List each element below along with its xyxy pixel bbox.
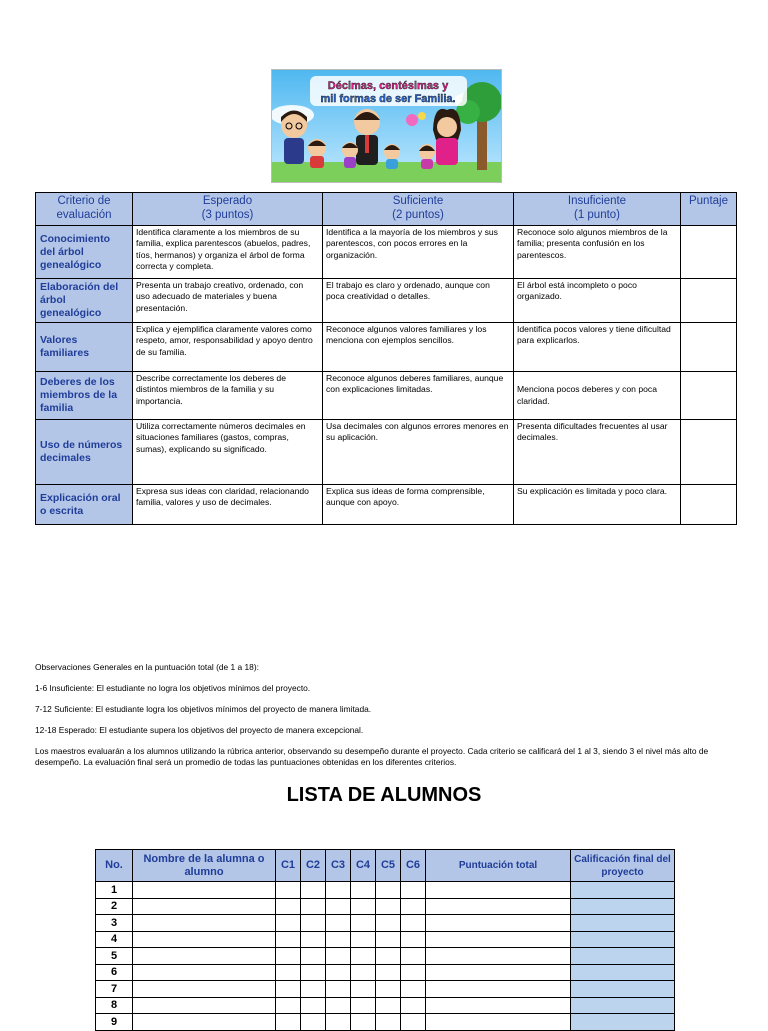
esperado-cell: Describe correctamente los deberes de distintos miembros de la familia y su importancia. (133, 372, 323, 420)
row-number: 7 (96, 981, 133, 998)
criterion-cell: Elaboración del árbol genealógico (36, 279, 133, 323)
table-row (96, 915, 675, 932)
header-c4: C4 (351, 850, 376, 882)
header-insuficiente: Insuficiente (1 punto) (514, 193, 681, 226)
row-number: 3 (96, 915, 133, 932)
row-number: 9 (96, 1014, 133, 1031)
criterion-cell: Conocimiento del árbol genealógico (36, 226, 133, 279)
header-puntaje: Puntaje (681, 193, 737, 226)
esperado-cell: Identifica claramente a los miembros de su familia, explica parentescos (abuelos, padres, tíos, hermanos) y organiza el árbol de forma correcta y completa. (133, 226, 323, 279)
insuficiente-cell: Su explicación es limitada y poco clara. (514, 485, 681, 525)
rubric-row (36, 372, 737, 420)
puntaje-cell[interactable] (681, 226, 737, 279)
header-final: Calificación final del proyecto (571, 850, 675, 882)
suficiente-cell: Explica sus ideas de forma comprensible, aunque con apoyo. (323, 485, 514, 525)
evaluation-paragraph: Los maestros evaluarán a los alumnos utilizando la rúbrica anterior, observando su desempeño durante el proyecto. Cada criterio se calificará del 1 al 3, siendo 3 el nivel más alto de desempeño. La evaluación final será un promedio de todas las puntuaciones obtenidas en los diferentes criterios. (35, 746, 709, 767)
header-suficiente: Suficiente (2 puntos) (323, 193, 514, 226)
table-row (96, 981, 675, 998)
header-c3: C3 (326, 850, 351, 882)
row-number: 2 (96, 898, 133, 915)
puntaje-cell[interactable] (681, 372, 737, 420)
insuficiente-cell: Identifica pocos valores y tiene dificultad para explicarlos. (514, 323, 681, 372)
lista-title: LISTA DE ALUMNOS (286, 784, 482, 806)
table-row (96, 898, 675, 915)
note-insuficiente: 1-6 Insuficiente: El estudiante no logra los objetivos mínimos del proyecto. (35, 683, 311, 693)
rubric-row (36, 226, 737, 279)
header-criterio: Criterio de evaluación (36, 193, 133, 226)
header-c1: C1 (276, 850, 301, 882)
header-c2: C2 (301, 850, 326, 882)
puntaje-cell[interactable] (681, 485, 737, 525)
puntaje-cell[interactable] (681, 279, 737, 323)
header-esperado: Esperado (3 puntos) (133, 193, 323, 226)
note-esperado: 12-18 Esperado: El estudiante supera los objetivos del proyecto de manera excepcional. (35, 725, 364, 735)
table-row (96, 931, 675, 948)
puntaje-cell[interactable] (681, 323, 737, 372)
banner-title-line2: mil formas de ser Familia. (320, 93, 456, 105)
suficiente-cell: El trabajo es claro y ordenado, aunque con poca creatividad o detalles. (323, 279, 514, 323)
row-number: 5 (96, 948, 133, 965)
criterion-cell: Valores familiares (36, 323, 133, 372)
notes-section (35, 662, 740, 778)
insuficiente-cell: Reconoce solo algunos miembros de la familia; presenta confusión en los parentescos. (514, 226, 681, 279)
table-row (96, 1014, 675, 1031)
row-number: 1 (96, 882, 133, 899)
banner-image (271, 69, 502, 183)
header-total: Puntuación total (426, 850, 571, 882)
suficiente-cell: Usa decimales con algunos errores menores en su aplicación. (323, 420, 514, 485)
header-no: No. (96, 850, 133, 882)
suficiente-cell: Reconoce algunos deberes familiares, aunque con explicaciones limitadas. (323, 372, 514, 420)
students-table (95, 849, 675, 1031)
header-c6: C6 (401, 850, 426, 882)
suficiente-cell: Reconoce algunos valores familiares y los menciona con ejemplos sencillos. (323, 323, 514, 372)
esperado-cell: Expresa sus ideas con claridad, relacionando familia, valores y uso de decimales. (133, 485, 323, 525)
criterion-cell: Uso de números decimales (36, 420, 133, 485)
rubric-row (36, 420, 737, 485)
row-number: 8 (96, 997, 133, 1014)
notes-heading: Observaciones Generales en la puntuación total (de 1 a 18): (35, 662, 259, 672)
table-row (96, 964, 675, 981)
puntaje-cell[interactable] (681, 420, 737, 485)
note-suficiente: 7-12 Suficiente: El estudiante logra los objetivos mínimos del proyecto de manera limitada. (35, 704, 372, 714)
suficiente-cell: Identifica a la mayoría de los miembros y sus parentescos, con pocos errores en la organización. (323, 226, 514, 279)
table-row (96, 948, 675, 965)
insuficiente-cell: Menciona pocos deberes y con poca claridad. (514, 372, 681, 420)
esperado-cell: Presenta un trabajo creativo, ordenado, con uso adecuado de materiales y buena presentación. (133, 279, 323, 323)
insuficiente-cell: El árbol está incompleto o poco organizado. (514, 279, 681, 323)
esperado-cell: Utiliza correctamente números decimales en situaciones familiares (gastos, compras, sumas), explicando su significado. (133, 420, 323, 485)
criterion-cell: Deberes de los miembros de la familia (36, 372, 133, 420)
row-number: 4 (96, 931, 133, 948)
banner-title-line1: Décimas, centésimas y (327, 80, 449, 92)
row-number: 6 (96, 964, 133, 981)
criterion-cell: Explicación oral o escrita (36, 485, 133, 525)
rubric-table (35, 192, 737, 525)
header-c5: C5 (376, 850, 401, 882)
header-nombre: Nombre de la alumna o alumno (133, 850, 276, 882)
table-row (96, 882, 675, 899)
family-illustration (272, 70, 501, 182)
rubric-row (36, 485, 737, 525)
rubric-row (36, 279, 737, 323)
insuficiente-cell: Presenta dificultades frecuentes al usar decimales. (514, 420, 681, 485)
esperado-cell: Explica y ejemplifica claramente valores como respeto, amor, responsabilidad y apoyo dentro de su familia. (133, 323, 323, 372)
table-row (96, 997, 675, 1014)
rubric-row (36, 323, 737, 372)
